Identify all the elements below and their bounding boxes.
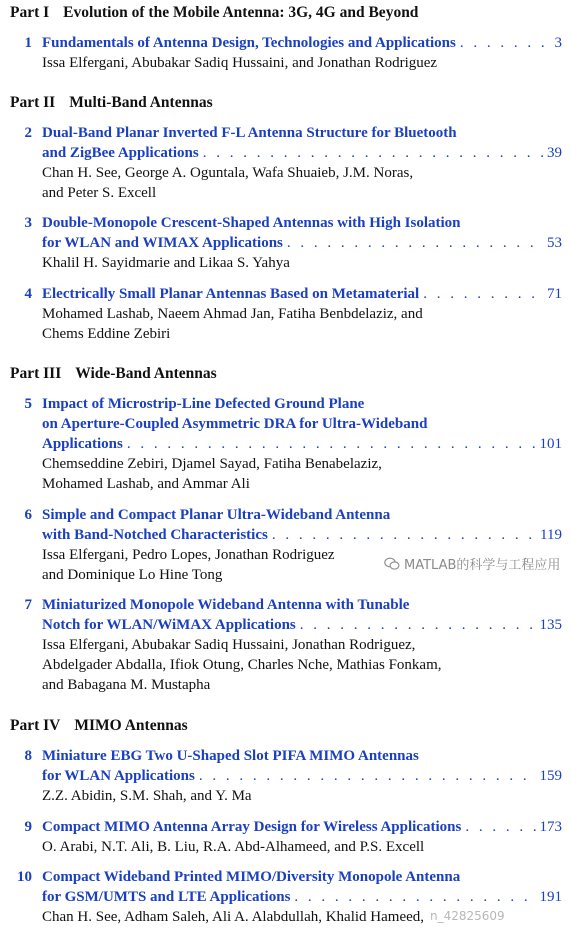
page-number[interactable]: 3 xyxy=(554,35,562,51)
chapter-title-line[interactable]: Compact MIMO Antenna Array Design for Wireless Applications xyxy=(42,819,462,835)
authors-line: and Dominique Lo Hine Tong xyxy=(42,567,223,583)
authors-line: Issa Elfergani, Abubakar Sadiq Hussaini, and Jonathan Rodriguez xyxy=(42,55,438,71)
chapter-number[interactable]: 3 xyxy=(24,215,32,231)
dot-leader xyxy=(272,525,536,545)
chapter-title-line[interactable]: Double-Monopole Crescent-Shaped Antennas with High Isolation xyxy=(42,215,461,231)
part-heading xyxy=(10,93,213,113)
dot-leader xyxy=(465,817,535,837)
toc-entry[interactable] xyxy=(10,284,562,344)
chapter-title-line[interactable]: and ZigBee Applications xyxy=(42,145,199,161)
part-title: Wide-Band Antennas xyxy=(75,365,217,382)
authors-line: Issa Elfergani, Abubakar Sadiq Hussaini, Jonathan Rodriguez, xyxy=(42,637,416,653)
part-label: Part IV xyxy=(10,717,61,734)
dot-leader xyxy=(199,766,536,786)
chapter-title-line[interactable]: for WLAN Applications xyxy=(42,768,195,784)
chapter-title-line[interactable]: Impact of Microstrip-Line Defected Ground Plane xyxy=(42,396,365,412)
page-number[interactable]: 101 xyxy=(539,436,562,452)
watermark xyxy=(384,556,560,576)
chapter-title-line[interactable]: Simple and Compact Planar Ultra-Wideband Antenna xyxy=(42,507,391,523)
corner-watermark: n_42825609 xyxy=(430,909,505,923)
page-number[interactable]: 119 xyxy=(540,527,562,543)
dot-leader xyxy=(294,887,535,907)
page-number[interactable]: 53 xyxy=(547,235,562,251)
page-number[interactable]: 173 xyxy=(539,819,562,835)
authors-line: Abdelgader Abdalla, Ifiok Otung, Charles Nche, Mathias Fonkam, xyxy=(42,657,442,673)
chapter-title-line[interactable]: Notch for WLAN/WiMAX Applications xyxy=(42,617,296,633)
page-number[interactable]: 191 xyxy=(539,889,562,905)
authors-line: Chan H. See, George A. Oguntala, Wafa Shuaieb, J.M. Noras, xyxy=(42,165,414,181)
chapter-title-line[interactable]: Electrically Small Planar Antennas Based on Metamaterial xyxy=(42,286,420,302)
part-heading xyxy=(10,3,418,23)
toc-entry[interactable] xyxy=(10,595,562,695)
part-label: Part II xyxy=(10,94,56,111)
dot-leader xyxy=(460,33,551,53)
dot-leader xyxy=(423,284,543,304)
chapter-title-line[interactable]: Miniaturized Monopole Wideband Antenna with Tunable xyxy=(42,597,410,613)
chapter-title-line[interactable]: with Band-Notched Characteristics xyxy=(42,527,268,543)
authors-line: and Babagana M. Mustapha xyxy=(42,677,211,693)
part-heading xyxy=(10,364,217,384)
toc-entry[interactable] xyxy=(10,123,562,203)
page-number[interactable]: 159 xyxy=(539,768,562,784)
toc-entry[interactable] xyxy=(10,817,562,857)
chapter-number[interactable]: 9 xyxy=(24,819,32,835)
part-title: Multi-Band Antennas xyxy=(69,94,213,111)
chapter-number[interactable]: 4 xyxy=(24,286,32,302)
page-number[interactable]: 39 xyxy=(547,145,562,161)
toc-entry[interactable] xyxy=(10,213,562,273)
authors-line: Mohamed Lashab, Naeem Ahmad Jan, Fatiha Benbdelaziz, and xyxy=(42,306,423,322)
toc-entry[interactable] xyxy=(10,33,562,73)
page-number[interactable]: 71 xyxy=(547,286,562,302)
part-heading xyxy=(10,716,188,736)
chapter-title-line[interactable]: Dual-Band Planar Inverted F-L Antenna Structure for Bluetooth xyxy=(42,125,457,141)
watermark-text: MATLAB的科学与工程应用 xyxy=(404,558,561,573)
chapter-number[interactable]: 7 xyxy=(24,597,32,613)
chapter-number[interactable]: 10 xyxy=(17,869,32,885)
chapter-title-line[interactable]: Fundamentals of Antenna Design, Technologies and Applications xyxy=(42,35,456,51)
dot-leader xyxy=(287,233,543,253)
toc-entry[interactable] xyxy=(10,394,562,494)
chapter-title-line[interactable]: for GSM/UMTS and LTE Applications xyxy=(42,889,291,905)
chapter-title-line[interactable]: for WLAN and WIMAX Applications xyxy=(42,235,283,251)
authors-line: Z.Z. Abidin, S.M. Shah, and Y. Ma xyxy=(42,788,252,804)
chapter-number[interactable]: 1 xyxy=(24,35,32,51)
page-number[interactable]: 135 xyxy=(539,617,562,633)
part-title: Evolution of the Mobile Antenna: 3G, 4G and Beyond xyxy=(63,4,419,21)
chapter-number[interactable]: 5 xyxy=(24,396,32,412)
authors-line: Mohamed Lashab, and Ammar Ali xyxy=(42,476,250,492)
dot-leader xyxy=(127,434,536,454)
part-title: MIMO Antennas xyxy=(74,717,188,734)
chapter-title-line[interactable]: Miniature EBG Two U-Shaped Slot PIFA MIMO Antennas xyxy=(42,748,419,764)
chapter-title-line[interactable]: Applications xyxy=(42,436,123,452)
authors-line: Chemseddine Zebiri, Djamel Sayad, Fatiha Benabelaziz, xyxy=(42,456,382,472)
chapter-title-line[interactable]: on Aperture-Coupled Asymmetric DRA for Ultra-Wideband xyxy=(42,416,428,432)
dot-leader xyxy=(300,615,536,635)
part-label: Part I xyxy=(10,4,50,21)
authors-line: O. Arabi, N.T. Ali, B. Liu, R.A. Abd-Alhameed, and P.S. Excell xyxy=(42,839,425,855)
toc-entry[interactable] xyxy=(10,746,562,806)
authors-line: Chems Eddine Zebiri xyxy=(42,326,171,342)
chapter-number[interactable]: 8 xyxy=(24,748,32,764)
chapter-number[interactable]: 6 xyxy=(24,507,32,523)
wechat-icon xyxy=(384,557,400,571)
authors-line: Issa Elfergani, Pedro Lopes, Jonathan Rodriguez xyxy=(42,547,335,563)
authors-line: and Peter S. Excell xyxy=(42,185,157,201)
dot-leader xyxy=(203,143,543,163)
authors-line: Chan H. See, Adham Saleh, Ali A. Alabdullah, Khalid Hameed, xyxy=(42,909,425,925)
part-label: Part III xyxy=(10,365,62,382)
authors-line: Khalil H. Sayidmarie and Likaa S. Yahya xyxy=(42,255,290,271)
chapter-title-line[interactable]: Compact Wideband Printed MIMO/Diversity Monopole Antenna xyxy=(42,869,461,885)
chapter-number[interactable]: 2 xyxy=(24,125,32,141)
